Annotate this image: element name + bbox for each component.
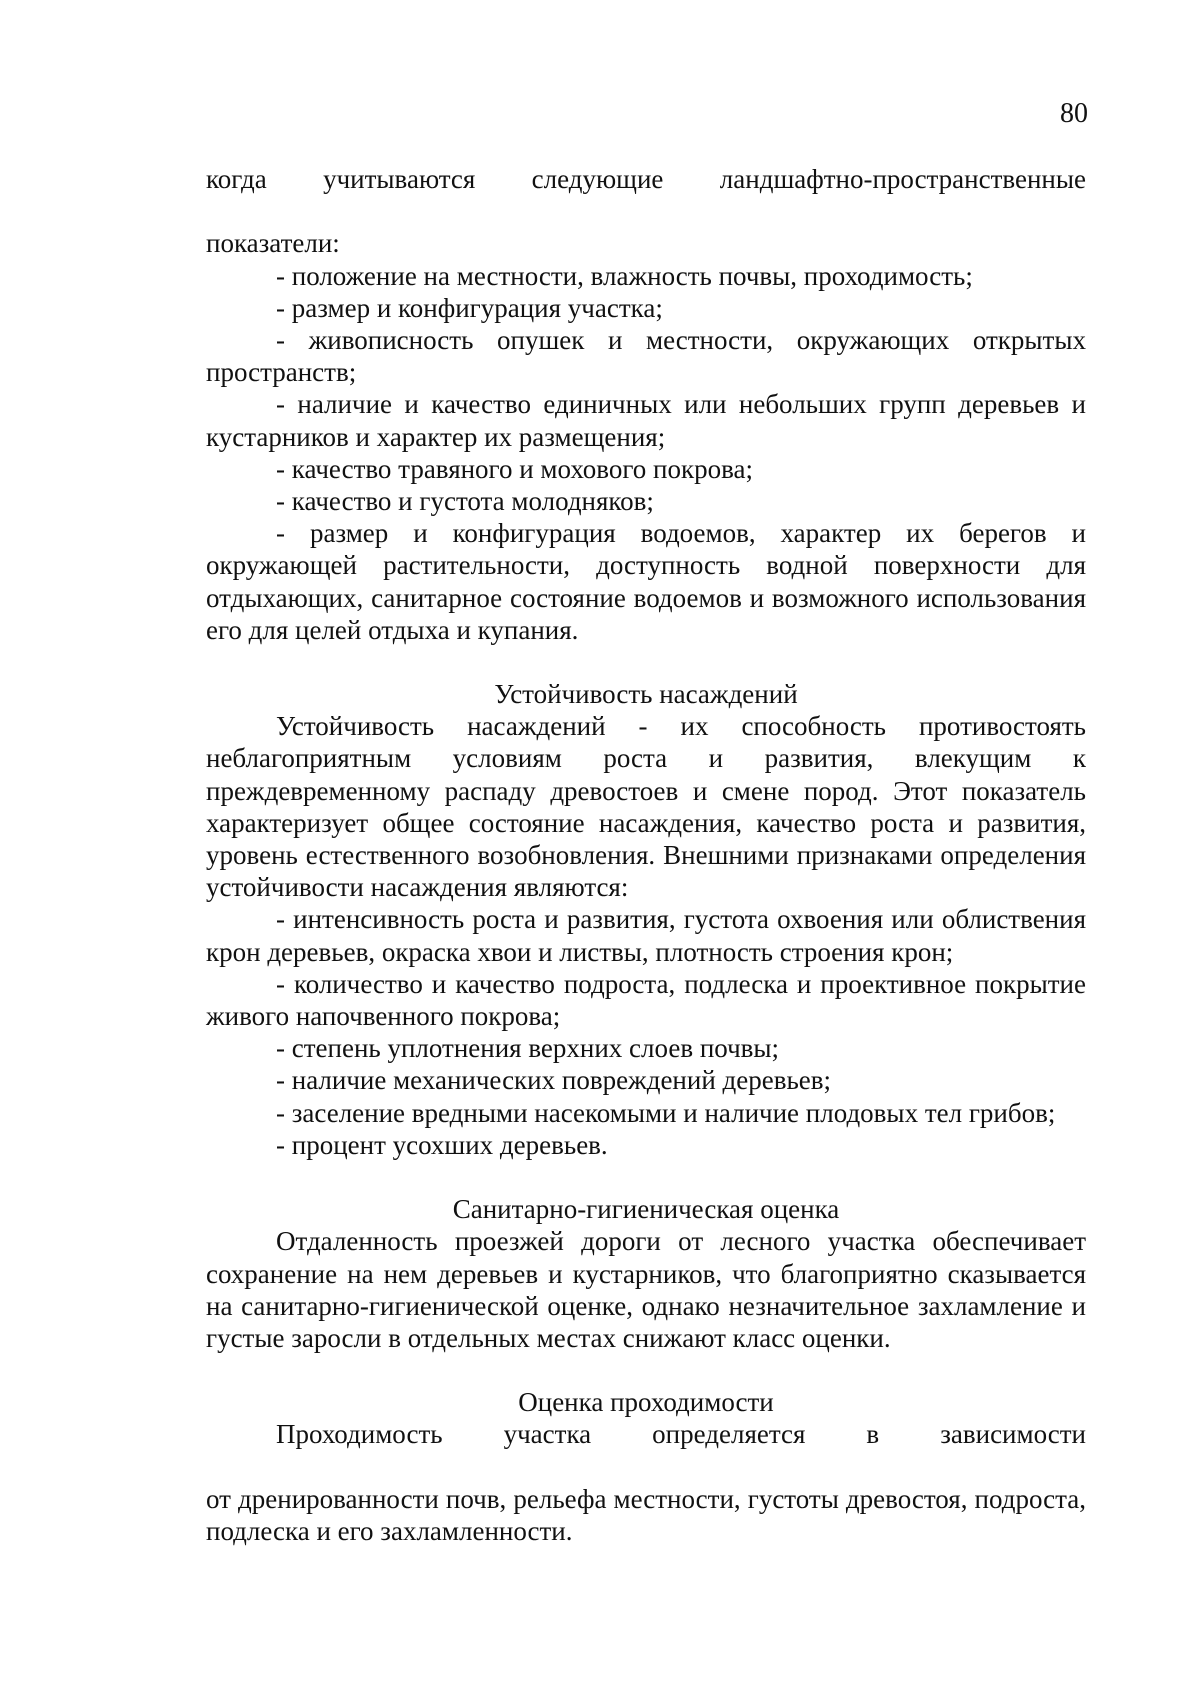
passability-paragraph-line1: Проходимость участка определяется в зависимости (276, 1419, 1086, 1450)
section-heading-sanitary: Санитарно-гигиеническая оценка (452, 1194, 840, 1225)
list-item: - качество травяного и мохового покрова; (276, 453, 753, 484)
section-heading-passability: Оценка проходимости (518, 1387, 774, 1418)
list-item: - наличие механических повреждений деревьев; (276, 1065, 832, 1096)
list-item: - размер и конфигурация участка; (276, 292, 663, 323)
list-item: - наличие и качество единичных или небольших групп деревьев и кустарников и характер их размещения; (206, 389, 1086, 452)
list-item: - количество и качество подроста, подлеска и проективное покрытие живого напочвенного покрова; (206, 968, 1086, 1032)
list-item: - интенсивность роста и развития, густота охвоения или облиствения крон деревьев, окраска хвои и листвы, плотность строения крон; (206, 904, 1086, 967)
list-item: - процент усохших деревьев. (276, 1129, 608, 1160)
document-body (206, 163, 1086, 1547)
list-item: - положение на местности, влажность почвы, проходимость; (276, 260, 973, 291)
intro-paragraph-line1: когда учитываются следующие ландшафтно-пространственные (206, 164, 1086, 194)
list-item: - живописность опушек и местности, окружающих открытых пространств; (206, 325, 1086, 388)
sanitary-paragraph: Отдаленность проезжей дороги от лесного участка обеспечивает сохранение на нем деревьев и кустарников, что благоприятно сказывается на санитарно-гигиенической оценке, однако незначительное захламление и густые заросли в отдельных местах снижают класс оценки. (206, 1226, 1086, 1353)
stability-paragraph: Устойчивость насаждений - их способность противостоять неблагоприятным условиям роста и развития, влекущим к преждевременному распаду древостоев и смене пород. Этот показатель характеризует общее состояние насаждения, качество роста и развития, уровень естественного возобновления. Внешними признаками определения устойчивости насаждения являются: (206, 711, 1086, 903)
list-item: - заселение вредными насекомыми и наличие плодовых тел грибов; (276, 1097, 1056, 1128)
list-item: - качество и густота молодняков; (276, 486, 654, 517)
list-item: - степень уплотнения верхних слоев почвы; (276, 1033, 780, 1064)
passability-paragraph-rest: от дренированности почв, рельефа местности, густоты древостоя, подроста, подлеска и его захламленности. (206, 1483, 1086, 1546)
list-item: - размер и конфигурация водоемов, характер их берегов и окружающей растительности, доступность водной поверхности для отдыхающих, санитарное состояние водоемов и возможного использования его для целей отдыха и купания. (206, 518, 1086, 645)
page-number: 80 (1060, 98, 1088, 129)
section-heading-stability: Устойчивость насаждений (494, 679, 798, 710)
intro-paragraph-line2: показатели: (206, 228, 340, 259)
